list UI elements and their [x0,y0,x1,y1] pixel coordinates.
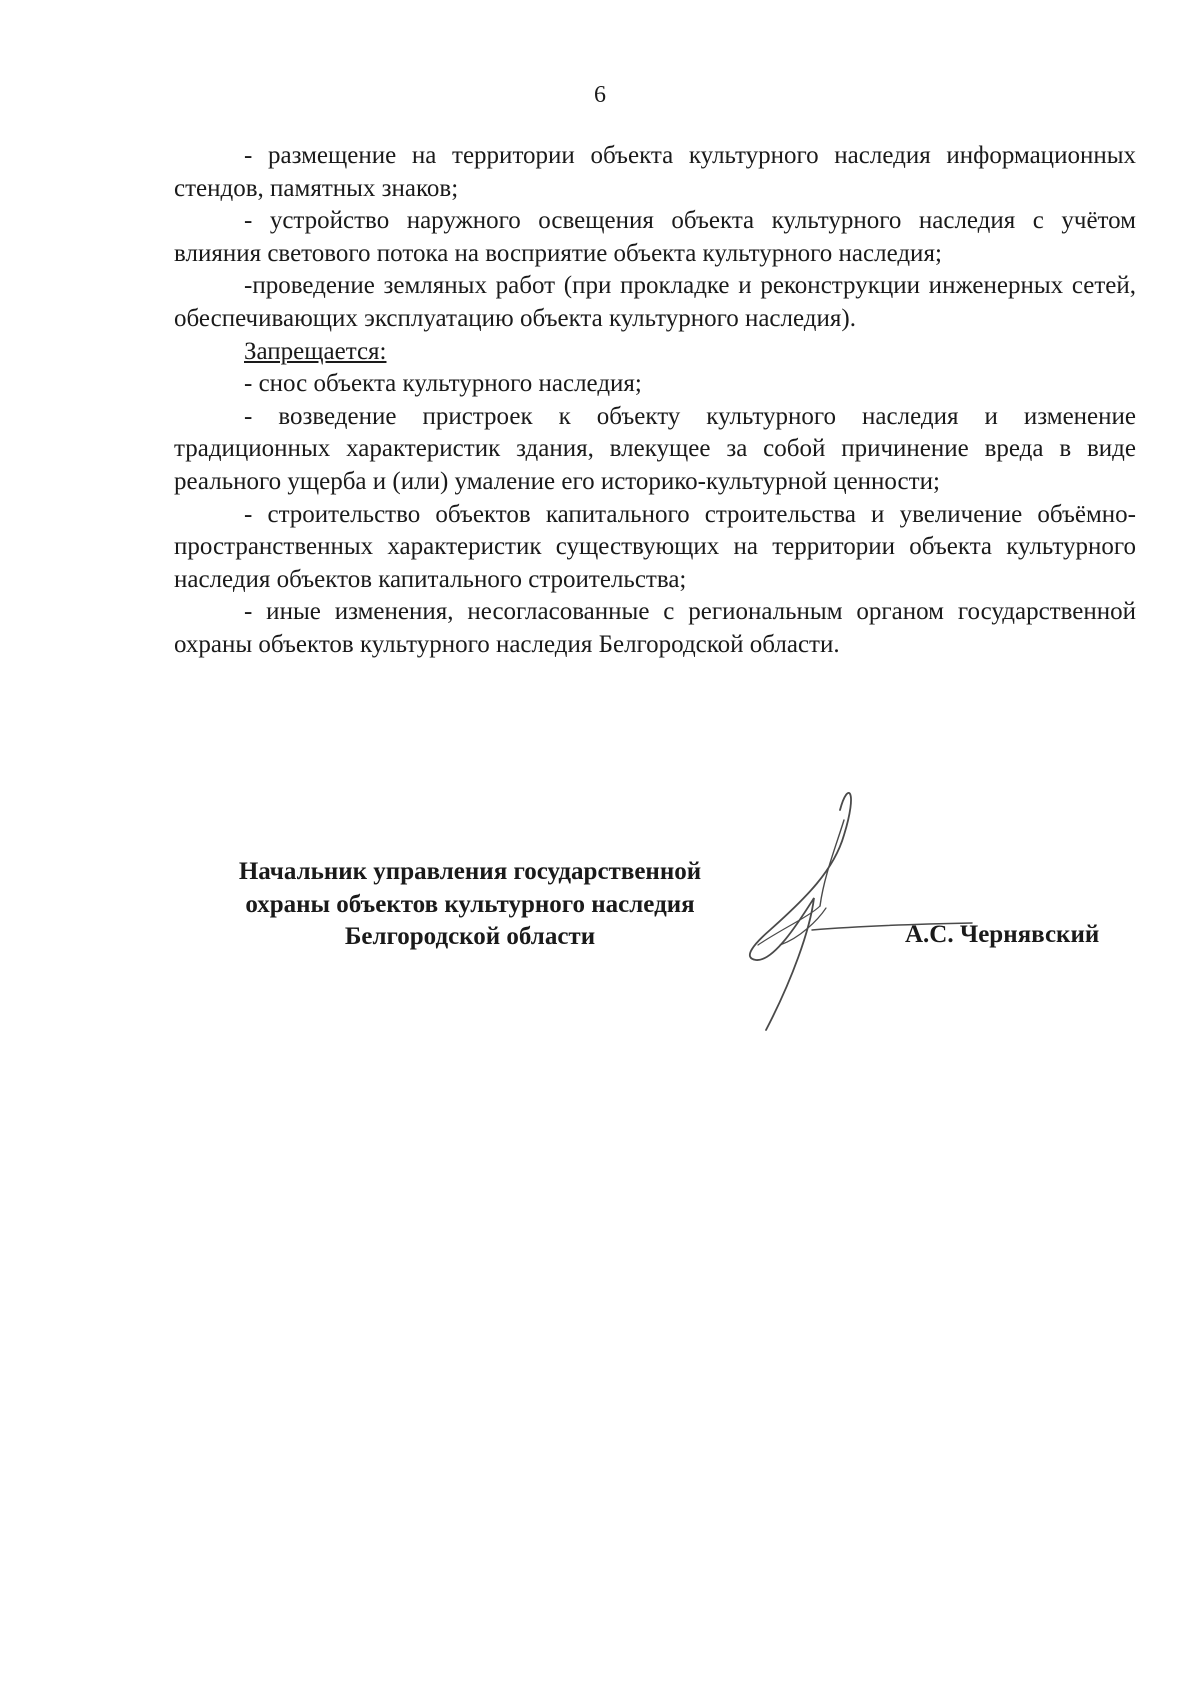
forbidden-item-extensions: - возведение пристроек к объекту культурного наследия и изменение традиционных характеристик здания, влекущее за собой причинение вреда в виде реального ущерба и (или) умаление его историко-культурной ценности; [174,402,1136,495]
forbidden-heading: Запрещается: [244,337,387,365]
document-body [174,140,1136,662]
forbidden-item-demolition: - снос объекта культурного наследия; [244,370,642,398]
page-number: 6 [594,82,606,108]
forbidden-item-construction: - строительство объектов капитального строительства и увеличение объёмно-пространственных характеристик существующих на территории объекта культурного наследия объектов капитального строительства; [174,500,1136,593]
signatory-position [190,856,750,954]
handwritten-signature [740,780,1000,1040]
paragraph-outdoor-lighting: - устройство наружного освещения объекта культурного наследия с учётом влияния светового потока на восприятие объекта культурного наследия; [174,207,1136,267]
signatory-name: А.С. Чернявский [905,921,1100,948]
paragraph-information-stands: - размещение на территории объекта культурного наследия информационных стендов, памятных знаков; [174,142,1136,202]
signatory-position-line: Белгородской области [344,923,596,950]
forbidden-item-other-changes: - иные изменения, несогласованные с региональным органом государственной охраны объектов культурного наследия Белгородской области. [174,598,1136,658]
signatory-position-line: охраны объектов культурного наследия [245,890,695,918]
paragraph-earthworks: -проведение земляных работ (при прокладке и реконструкции инженерных сетей, обеспечивающих эксплуатацию объекта культурного наследия). [174,272,1136,332]
signatory-position-line: Начальник управления государственной [238,858,702,885]
